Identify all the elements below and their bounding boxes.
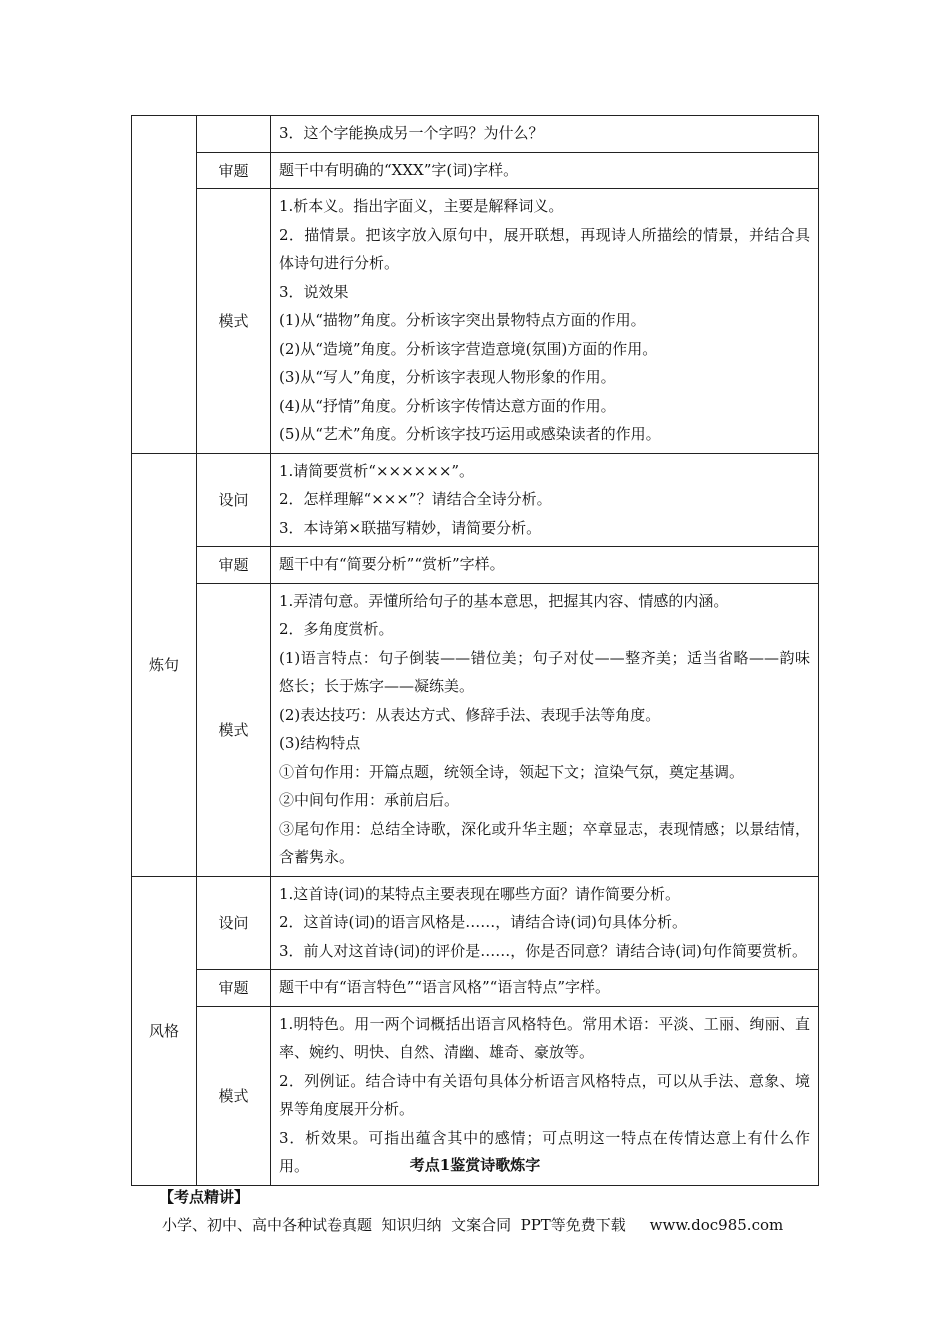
section-title: 考点1鉴赏诗歌炼字 bbox=[409, 1156, 541, 1174]
table-row bbox=[132, 453, 819, 547]
content-line: 题干中有“语言特色”“语言风格”“语言特点”字样。 bbox=[279, 978, 611, 996]
content-cell bbox=[271, 547, 819, 584]
content-line: 1.明特色。用一两个词概括出语言风格特色。常用术语：平淡、工丽、绚丽、直率、婉约、明快、自然、清幽、雄奇、豪放等。 bbox=[279, 1014, 810, 1061]
content-line: 2．这首诗(词)的语言风格是……，请结合诗(词)句具体分析。 bbox=[279, 913, 687, 931]
content-line: 2．列例证。结合诗中有关语句具体分析语言风格特点，可以从手法、意象、境界等角度展开分析。 bbox=[279, 1071, 810, 1118]
content-line: 3．前人对这首诗(词)的评价是……，你是否同意？请结合诗(词)句作简要赏析。 bbox=[279, 941, 807, 960]
content-line: ③尾句作用：总结全诗歌，深化或升华主题；卒章显志，表现情感；以景结情，含蓄隽永。 bbox=[279, 819, 810, 866]
content-line: 1.析本义。指出字面义，主要是解释词义。 bbox=[279, 197, 564, 215]
section-heading: 【考点精讲】 bbox=[159, 1188, 250, 1206]
type-cell: 模式 bbox=[197, 1006, 271, 1185]
content-cell bbox=[271, 453, 819, 547]
content-line: ①首句作用：开篇点题，统领全诗，领起下文；渲染气氛，奠定基调。 bbox=[279, 762, 745, 781]
footer-text: 小学、初中、高中各种试卷真题 知识归纳 文案合同 PPT等免费下载 www.doc985.com bbox=[162, 1216, 784, 1234]
content-line: (3)从“写人”角度，分析该字表现人物形象的作用。 bbox=[279, 368, 616, 386]
table-row bbox=[132, 547, 819, 584]
table-row bbox=[132, 189, 819, 454]
type-cell: 审题 bbox=[197, 970, 271, 1007]
content-cell bbox=[271, 876, 819, 970]
content-cell bbox=[271, 970, 819, 1007]
content-cell bbox=[271, 583, 819, 876]
content-line: 1.这首诗(词)的某特点主要表现在哪些方面？请作简要分析。 bbox=[279, 884, 681, 903]
content-cell bbox=[271, 116, 819, 153]
content-line: (2)表达技巧：从表达方式、修辞手法、表现手法等角度。 bbox=[279, 705, 661, 724]
content-line: 1.弄清句意。弄懂所给句子的基本意思，把握其内容、情感的内涵。 bbox=[279, 591, 729, 610]
table-row bbox=[132, 970, 819, 1007]
content-line: (5)从“艺术”角度。分析该字技巧运用或感染读者的作用。 bbox=[279, 425, 661, 443]
content-line: 3．这个字能换成另一个字吗？为什么？ bbox=[279, 124, 544, 142]
content-cell bbox=[271, 189, 819, 454]
content-line: (1)从“描物”角度。分析该字突出景物特点方面的作用。 bbox=[279, 311, 646, 329]
content-line: 题干中有明确的“XXX”字(词)字样。 bbox=[279, 160, 519, 179]
content-line: ②中间句作用：承前启后。 bbox=[279, 791, 460, 809]
content-line: 2．多角度赏析。 bbox=[279, 620, 394, 638]
content-line: 3．说效果 bbox=[279, 282, 349, 301]
content-line: 题干中有“简要分析”“赏析”字样。 bbox=[279, 555, 505, 573]
type-cell: 设问 bbox=[197, 453, 271, 547]
content-line: 2．描情景。把该字放入原句中，展开联想，再现诗人所描绘的情景，并结合具体诗句进行分析。 bbox=[279, 225, 810, 272]
category-cell: 炼句 bbox=[132, 453, 197, 876]
table-row bbox=[132, 583, 819, 876]
content-line: (2)从“造境”角度。分析该字营造意境(氛围)方面的作用。 bbox=[279, 339, 658, 358]
type-cell: 模式 bbox=[197, 583, 271, 876]
type-cell: 模式 bbox=[197, 189, 271, 454]
type-cell: 审题 bbox=[197, 152, 271, 189]
category-cell: 风格 bbox=[132, 876, 197, 1185]
table-row bbox=[132, 116, 819, 153]
content-line: 1.请简要赏析“××××××”。 bbox=[279, 461, 475, 480]
method-table bbox=[131, 115, 819, 1186]
category-cell bbox=[132, 116, 197, 454]
content-line: 3．析效果。可指出蕴含其中的感情；可点明这一特点在传情达意上有什么作用。 bbox=[279, 1128, 810, 1175]
type-cell: 审题 bbox=[197, 547, 271, 584]
type-cell bbox=[197, 116, 271, 153]
type-cell: 设问 bbox=[197, 876, 271, 970]
table-row bbox=[132, 152, 819, 189]
content-line: 3．本诗第×联描写精妙，请简要分析。 bbox=[279, 518, 542, 537]
table-row bbox=[132, 876, 819, 970]
content-line: 2．怎样理解“×××”？请结合全诗分析。 bbox=[279, 490, 552, 508]
content-cell bbox=[271, 152, 819, 189]
content-line: (4)从“抒情”角度。分析该字传情达意方面的作用。 bbox=[279, 396, 616, 415]
content-line: (3)结构特点 bbox=[279, 734, 361, 752]
content-line: (1)语言特点：句子倒装——错位美；句子对仗——整齐美；适当省略——韵味悠长；长于炼字——凝练美。 bbox=[279, 648, 810, 695]
